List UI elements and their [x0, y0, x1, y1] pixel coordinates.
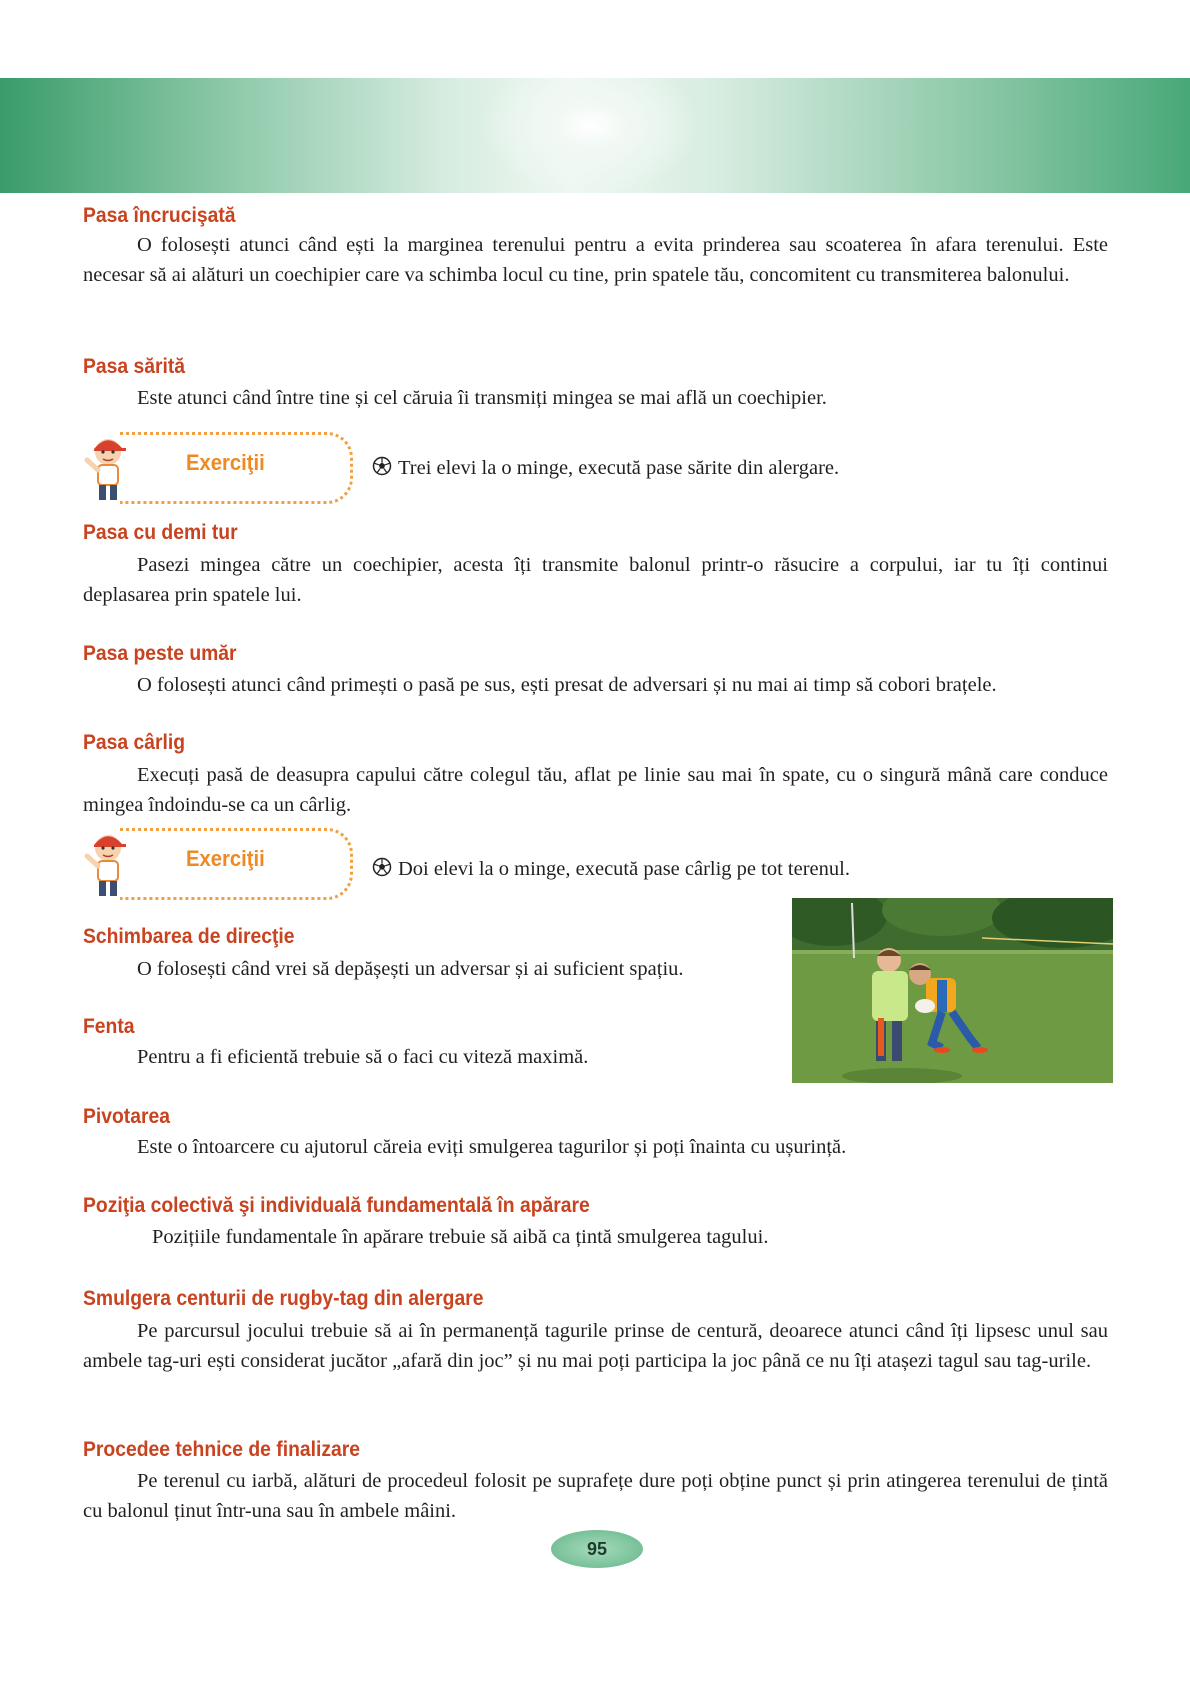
section-paragraph: O folosești atunci când ești la marginea terenului pentru a evita prinderea sau scoaterea în afara terenului. Este necesar să ai alături un coechipier care va schimba locul cu tine, prin spatele tău, concomitent cu transmiterea balonului.: [83, 234, 1108, 286]
section-heading: Schimbarea de direcţie: [83, 925, 295, 948]
section-paragraph: O folosești când vrei să depășești un adversar și ai suficient spațiu.: [137, 958, 684, 980]
exercise-label: Exerciţii: [186, 450, 265, 475]
section-paragraph: Pentru a fi eficientă trebuie să o faci cu viteză maximă.: [137, 1046, 589, 1068]
page-number: 95: [551, 1530, 643, 1568]
section-paragraph: Pozițiile fundamentale în apărare trebuie să aibă ca țintă smulgerea tagului.: [152, 1226, 769, 1248]
section-heading: Pasa cu demi tur: [83, 521, 238, 544]
section-heading: Pasa încrucişată: [83, 204, 236, 227]
section-heading: Pasa cârlig: [83, 731, 186, 754]
section-paragraph: Pasezi mingea către un coechipier, acesta îți transmite balonul printr-o răsucire a corpului, iar tu îți continui deplasarea prin spatele lui.: [83, 554, 1108, 606]
section-paragraph: Pe parcursul jocului trebuie să ai în permanență tagurile prinse de centură, deoarece atunci când îți lipsesc unul sau ambele tag-uri ești considerat jucător „afară din joc” și nu mai poți participa la joc până ce nu îți atașezi tagul sau tag-urile.: [83, 1320, 1108, 1372]
section-heading: Smulgera centurii de rugby-tag din alergare: [83, 1287, 484, 1310]
section-paragraph: Pe terenul cu iarbă, alături de procedeul folosit pe suprafețe dure poți obține punct și prin atingerea terenului de țintă cu balonul ținut într-una sau în ambele mâini.: [83, 1470, 1108, 1522]
exercise-text-row: [372, 456, 839, 480]
exercise-box: [82, 430, 357, 502]
exercise-text: Trei elevi la o minge, execută pase sărite din alergare.: [398, 457, 840, 479]
section-heading: Procedee tehnice de finalizare: [83, 1438, 361, 1461]
section-paragraph: O folosești atunci când primești o pasă pe sus, ești presat de adversari și nu mai ai timp să cobori brațele.: [137, 674, 997, 696]
section-paragraph: Execuți pasă de deasupra capului către colegul tău, aflat pe linie sau mai în spate, cu o singură mână care conduce mingea îndoindu-se ca un cârlig.: [83, 764, 1108, 816]
exercise-text-row: [372, 857, 850, 881]
section-paragraph: Este atunci când între tine și cel căruia îi transmiți mingea se mai află un coechipier.: [137, 387, 827, 409]
section-heading: Pasa sărită: [83, 355, 186, 378]
exercise-text: Doi elevi la o minge, execută pase cârlig pe tot terenul.: [398, 858, 850, 880]
soccer-ball-icon: [372, 857, 392, 877]
section-heading: Pivotarea: [83, 1105, 170, 1128]
section-heading: Poziţia colectivă şi individuală fundamentală în apărare: [83, 1194, 590, 1217]
section-heading: Pasa peste umăr: [83, 642, 237, 665]
soccer-ball-icon: [372, 456, 392, 476]
section-paragraph: Este o întoarcere cu ajutorul căreia eviți smulgerea tagurilor și poți înainta cu ușurință.: [137, 1136, 847, 1158]
exercise-box: [82, 826, 357, 898]
exercise-label: Exerciţii: [186, 846, 265, 871]
header-band: [0, 78, 1190, 193]
section-heading: Fenta: [83, 1015, 135, 1038]
